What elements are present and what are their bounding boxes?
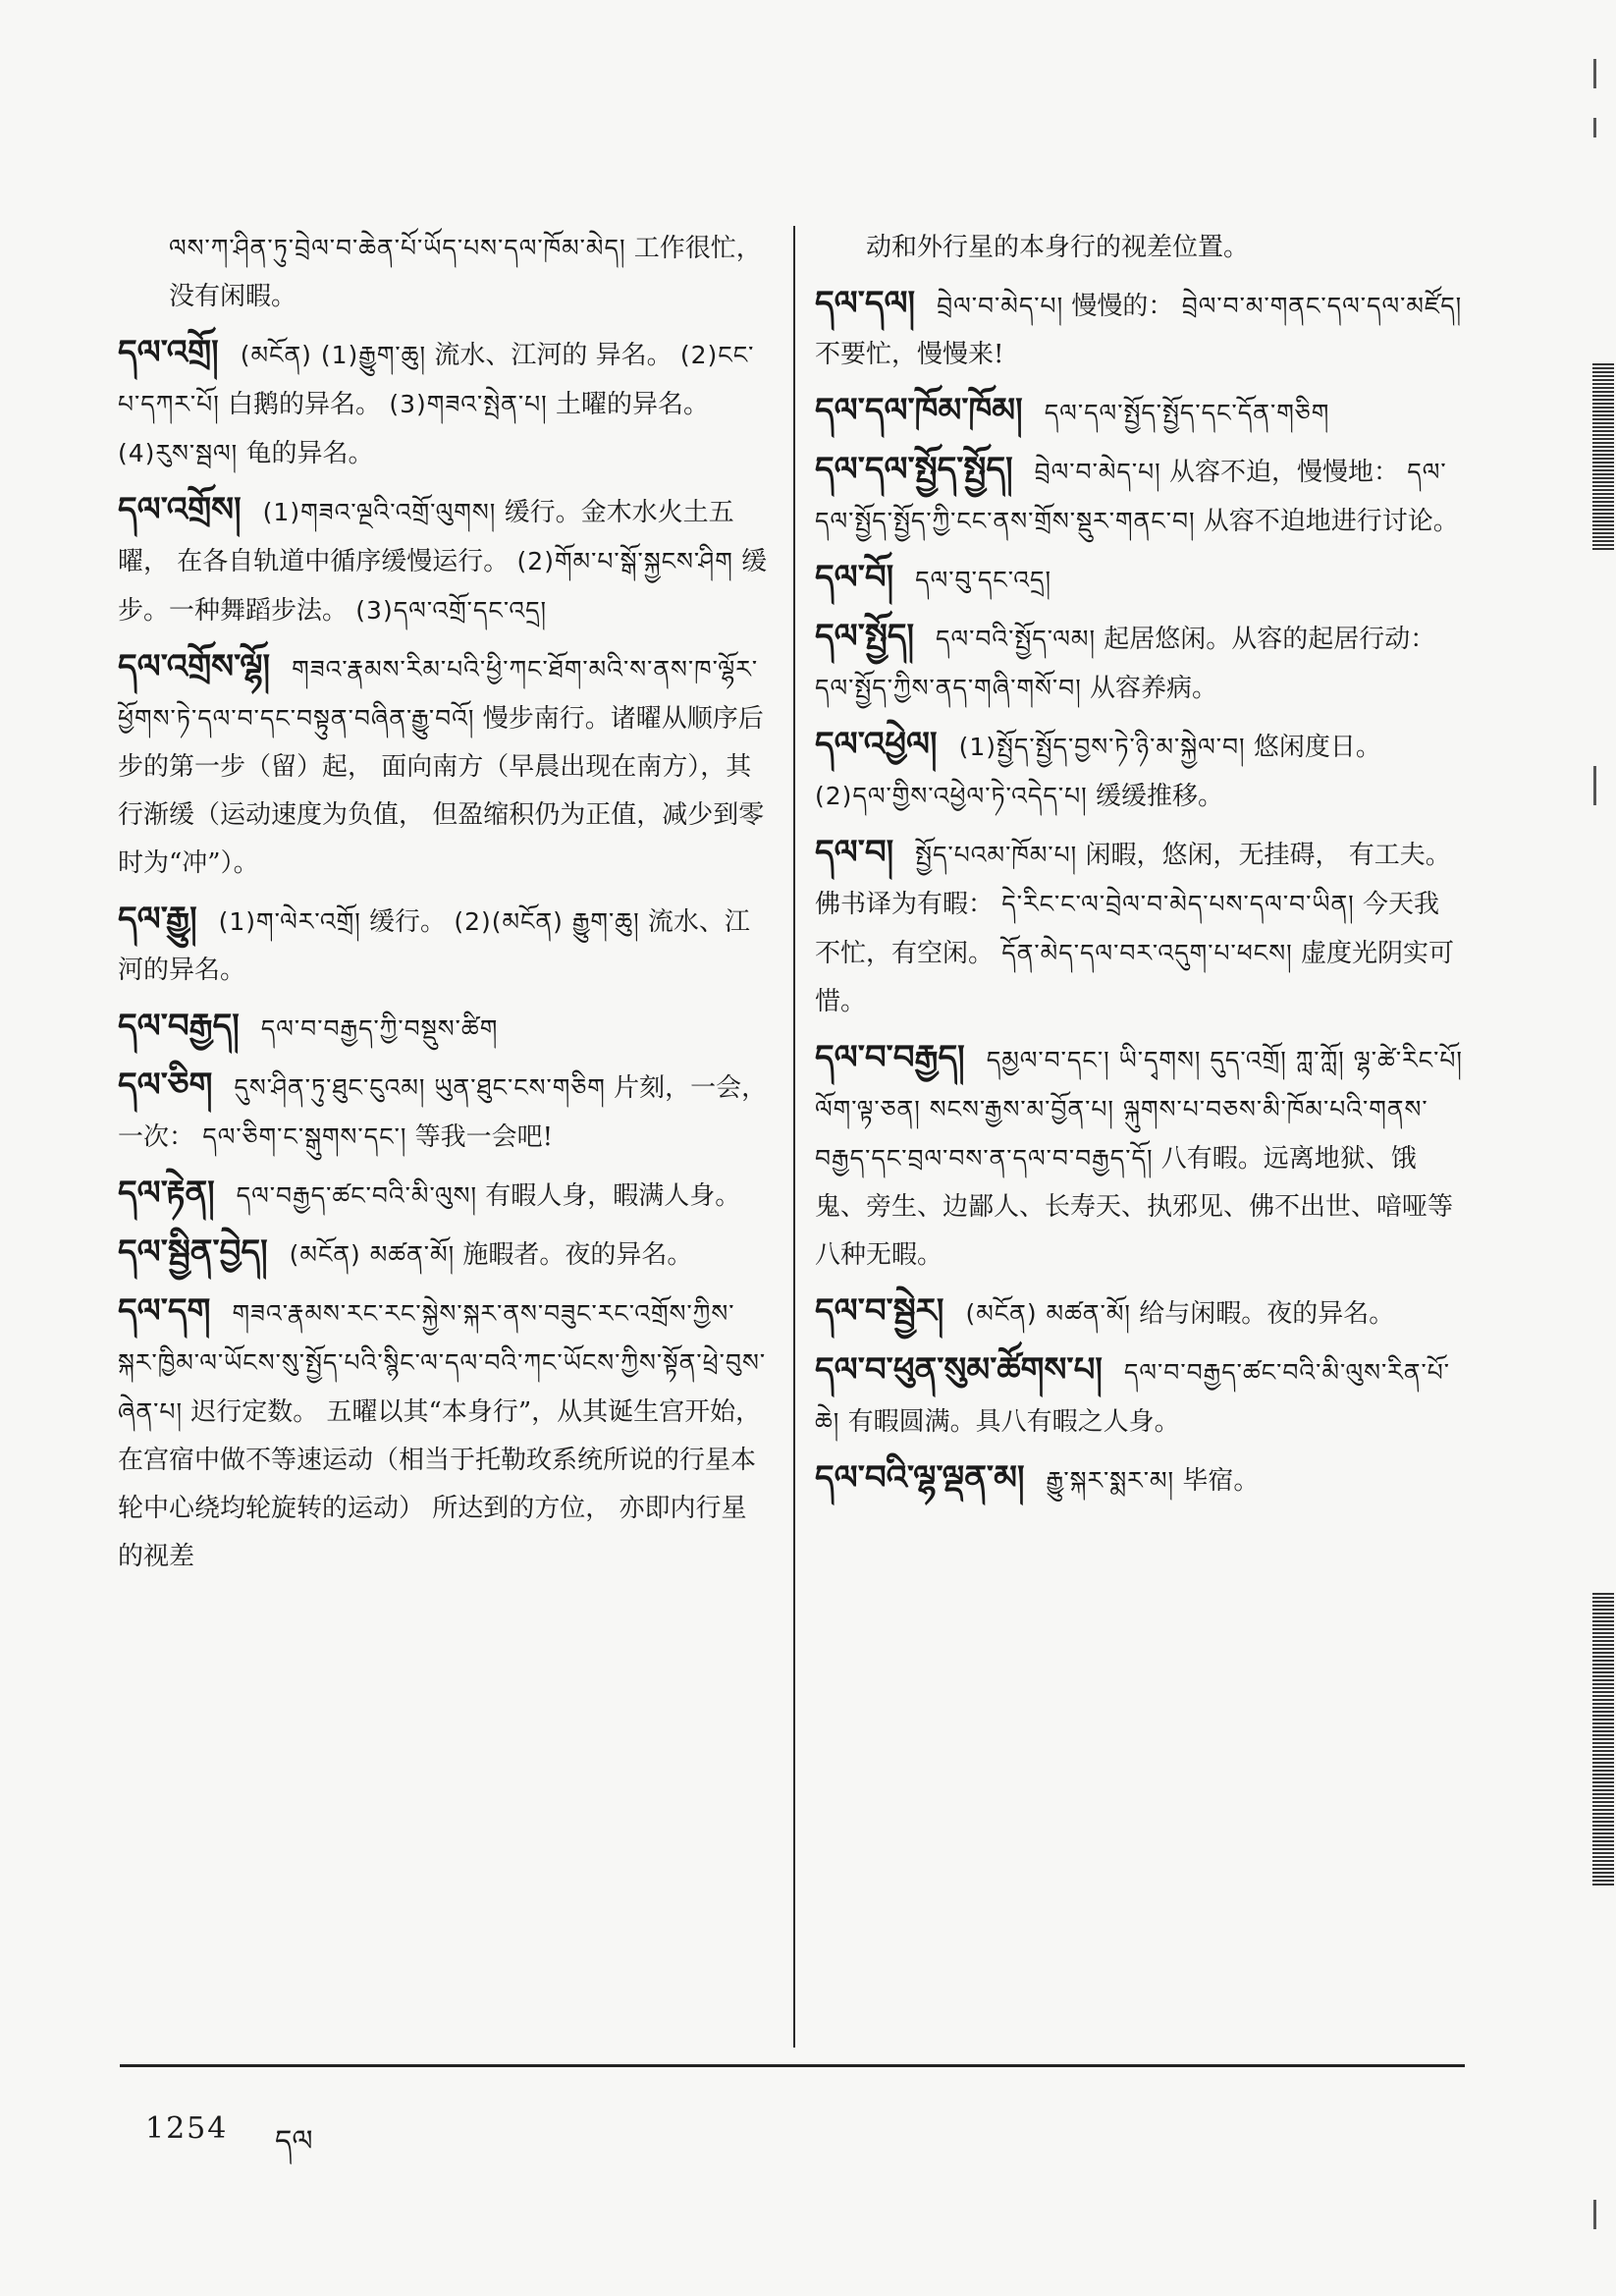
entry-chinese-definition: 龟的异名。 bbox=[245, 439, 374, 468]
dictionary-entry bbox=[815, 554, 1463, 605]
entry-tibetan-definition: (མངོན) མཚན་མོ། bbox=[289, 1240, 456, 1269]
entry-headword: དལ་འགྲོ། bbox=[118, 333, 219, 372]
dictionary-entry bbox=[815, 1346, 1463, 1447]
entry-chinese-definition: 施暇者。夜的异名。 bbox=[462, 1240, 693, 1270]
entry-tibetan-definition: དལ་བརྒྱད་ཚང་བའི་མི་ལུས། bbox=[236, 1181, 478, 1210]
entry-chinese-definition: 缓行。 bbox=[369, 907, 447, 937]
entry-headword: དལ་འཕྱེལ། bbox=[815, 725, 938, 764]
entry-chinese-definition: 悠闲度日。 bbox=[1253, 733, 1381, 762]
entry-headword: དལ་བ་སྦྱེར། bbox=[815, 1291, 944, 1331]
continuation-chinese: 动和外行星的本身行的视差位置。 bbox=[866, 233, 1250, 262]
entry-headword: དལ་རྒྱུ། bbox=[118, 900, 197, 939]
entry-chinese-definition: 流水、江河的异名。 bbox=[118, 907, 750, 985]
dictionary-entry bbox=[815, 613, 1463, 713]
dictionary-entry bbox=[118, 896, 771, 995]
entry-headword: དལ་བརྒྱད། bbox=[118, 1007, 240, 1046]
entry-chinese-definition: 等我一会吧! bbox=[414, 1122, 554, 1152]
entry-tibetan-definition: དལ་དལ་སྤྱོད་སྤྱོད་དང་དོན་གཅིག bbox=[1044, 399, 1330, 427]
entry-tibetan-definition: (1)གཟའ་ལྔའི་འགྲོ་ལུགས། bbox=[262, 498, 497, 526]
entry-chinese-definition: 毕宿。 bbox=[1182, 1466, 1260, 1496]
dictionary-entry bbox=[118, 1003, 771, 1054]
left-column bbox=[118, 224, 771, 1589]
entry-headword: དལ་བ་ཕུན་སུམ་ཚོགས་པ། bbox=[815, 1350, 1103, 1390]
entry-chinese-definition: 慢步南行。诸曜从顺序后步的第一步（留）起， 面向南方（早晨出现在南方），其行渐缓（运动速度为负值， 但盈缩积仍为正值，减少到零时为“冲”）。 bbox=[118, 704, 765, 878]
dictionary-entry bbox=[815, 829, 1463, 1026]
entry-tibetan-definition: དལ་བུ་དང་འདྲ། bbox=[915, 566, 1051, 594]
entry-headword: དལ་རྟེན། bbox=[118, 1174, 215, 1213]
entry-headword: དལ་བ་བརྒྱད། bbox=[815, 1038, 965, 1077]
entry-headword: དལ་དལ། bbox=[815, 284, 916, 323]
entry-chinese-definition: 异名。 bbox=[595, 341, 673, 370]
dictionary-entry bbox=[815, 1034, 1463, 1280]
footer-rule bbox=[120, 2064, 1465, 2067]
entry-tibetan-definition: དོན་མེད་དལ་བར་འདུག་པ་ཕངས། bbox=[1001, 939, 1293, 967]
dictionary-entry bbox=[815, 1454, 1463, 1505]
continuation-tibetan: ལས་ཀ་ཤིན་ཏུ་བྲེལ་བ་ཆེན་པོ་ཡོད་པས་དལ་ཁོམ་མེད། bbox=[169, 234, 626, 262]
entry-headword: དལ་དལ་སྤྱོད་སྤྱོད། bbox=[815, 450, 1013, 489]
entry-tibetan-definition: (1)སྤྱོད་སྤྱོད་བྱས་ཏེ་ཉི་མ་སྐྱེལ་བ། bbox=[958, 733, 1246, 761]
entry-tibetan-definition: དལ་དལ་སྤྱོད་སྤྱོད་ཀྱི་ངང་ནས་གྲོས་སྡུར་གནང་བ། bbox=[815, 458, 1447, 535]
entry-chinese-definition: 起居悠闲。从容的起居行动： bbox=[1104, 625, 1436, 654]
entry-chinese-definition: 今天我不忙，有空闲。 bbox=[815, 890, 1439, 968]
entry-tibetan-definition: (2)(མངོན) རྒྱུག་ཆུ། bbox=[454, 907, 640, 936]
column-divider bbox=[793, 226, 795, 2048]
dictionary-entry bbox=[118, 1062, 771, 1162]
entry-tibetan-definition: དེ་རིང་ང་ལ་བྲེལ་བ་མེད་པས་དལ་བ་ཡིན། bbox=[1001, 890, 1355, 918]
entry-tibetan-definition: (2)ངང་པ་དཀར་པོ། bbox=[118, 341, 755, 418]
entry-tibetan-definition: དལ་བ་བརྒྱད་ཚང་བའི་མི་ལུས་རིན་པོ་ཆེ། bbox=[815, 1358, 1451, 1436]
entry-headword: དལ་དག bbox=[118, 1291, 211, 1331]
dictionary-entry bbox=[815, 387, 1463, 438]
continuation-text bbox=[118, 224, 771, 321]
entry-tibetan-definition: བྲེལ་བ་མེད་པ། bbox=[1034, 458, 1161, 486]
entry-tibetan-definition: དལ་བའི་སྤྱོད་ལམ། bbox=[936, 625, 1097, 653]
dictionary-entry bbox=[118, 1170, 771, 1221]
entry-chinese-definition: 白鹅的异名。 bbox=[228, 390, 382, 419]
entry-tibetan-definition: བྲེལ་བ་མ་གནང་དལ་དལ་མཛོད། bbox=[1181, 292, 1463, 320]
dictionary-entry bbox=[118, 1287, 771, 1581]
entry-chinese-definition: 从容养病。 bbox=[1090, 674, 1218, 703]
entry-chinese-definition: 八有暇。远离地狱、饿鬼、旁生、边鄙人、长寿天、执邪见、佛不出世、喑哑等八种无暇。 bbox=[815, 1144, 1454, 1270]
right-column bbox=[815, 224, 1463, 1513]
entry-headword: དལ་སྤྱོད། bbox=[815, 617, 915, 656]
entry-tibetan-definition: སྤྱོད་པའམ་ཁོམ་པ། bbox=[915, 841, 1078, 869]
continuation-chinese: 工作很忙，没有闲暇。 bbox=[169, 234, 762, 311]
dictionary-entry bbox=[815, 721, 1463, 821]
entry-chinese-definition: 缓行。金木水火土五曜， 在各自轨道中循序缓慢运行。 bbox=[118, 498, 734, 576]
running-head: དལ bbox=[275, 2124, 313, 2159]
scan-edge-band-top bbox=[1592, 363, 1614, 550]
entry-chinese-definition: 闲暇，悠闲，无挂碍， 有工夫。 佛书译为有暇： bbox=[815, 841, 1451, 919]
entry-headword: དལ་སྦྱིན་བྱེད། bbox=[118, 1232, 268, 1272]
entry-headword: དལ་འགྲོས་ལྷོ། bbox=[118, 647, 271, 686]
entry-tibetan-definition: དུས་ཤིན་ཏུ་ཐུང་ངུའམ། ཡུན་ཐུང་ངས་གཅིག bbox=[234, 1073, 606, 1102]
entry-tibetan-definition: (མངོན) མཚན་མོ། bbox=[965, 1299, 1131, 1328]
entry-chinese-definition: 迟行定数。 五曜以其“本身行”，从其诞生宫开始， 在宫宿中做不等速运动（相当于托勒玫系统所说的行星本轮中心绕均轮旋转的运动） 所达到的方位， 亦即内行星的视差 bbox=[118, 1397, 762, 1571]
entry-tibetan-definition: (2)དལ་གྱིས་འཕྱེལ་ཏེ་འདེད་པ། bbox=[815, 782, 1088, 810]
entry-chinese-definition: 缓缓推移。 bbox=[1095, 782, 1223, 811]
entry-tibetan-definition: (3)དལ་འགྲོ་དང་འདྲ། bbox=[355, 596, 548, 625]
page-number: 1254 bbox=[145, 2111, 229, 2146]
entry-headword: དལ་བ། bbox=[815, 833, 894, 872]
entry-chinese-definition: 从容不迫地进行讨论。 bbox=[1203, 507, 1459, 536]
entry-tibetan-definition: གཟའ་རྣམས་རིམ་པའི་ཕྱི་ཀང་ཐོག་མའི་ས་ནས་ཁ་ལྷོར་ཕྱོགས་ཏེ་དལ་བ་དང་བསྟུན་བཞིན་རྒྱུ་བའོ། bbox=[118, 655, 759, 733]
entry-tibetan-definition: (4)རུས་སྦལ། bbox=[118, 439, 239, 467]
dictionary-entry bbox=[118, 486, 771, 635]
scan-edge-band-bottom bbox=[1592, 1591, 1614, 1886]
entry-headword: དལ་བའི་ལྷ་ལྡན་མ། bbox=[815, 1458, 1025, 1498]
entry-chinese-definition: 缓步。一种舞蹈步法。 bbox=[118, 547, 768, 626]
dictionary-entry bbox=[118, 1229, 771, 1280]
entry-tibetan-definition: དལ་ཅིག་ང་སྒུགས་དང་། bbox=[202, 1122, 407, 1151]
entry-chinese-definition: 从容不迫，慢慢地： bbox=[1168, 458, 1399, 487]
entry-chinese-definition: 有暇人身，暇满人身。 bbox=[485, 1181, 741, 1211]
entry-tibetan-definition: རྒྱུ་སྐར་སྨར་མ། bbox=[1046, 1466, 1175, 1495]
entry-chinese-definition: 慢慢的： bbox=[1071, 292, 1174, 321]
entry-tibetan-definition: དམྱལ་བ་དང་། ཡི་དྭགས། དུད་འགྲོ། ཀླ་ཀློ། ལྷ་ཚེ་རིང་པོ། ལོག་ལྟ་ཅན། སངས་རྒྱས་མ་བྱོན་པ། ལྐུགས་པ་བཅས་མི་ཁོམ་པའི་གནས་བརྒྱད་དང་བྲལ་བས་ན་དལ་བ་བརྒྱད་དོ། bbox=[815, 1046, 1463, 1173]
entry-headword: དལ་ཅིག bbox=[118, 1066, 213, 1105]
entry-tibetan-definition: (2)གོམ་པ་སྒོ་སྐྱངས་ཤིག bbox=[516, 547, 733, 575]
dictionary-entry bbox=[118, 329, 771, 478]
dictionary-entry bbox=[118, 643, 771, 888]
entry-headword: དལ་དལ་ཁོམ་ཁོམ། bbox=[815, 391, 1023, 430]
entry-tibetan-definition: (མངོན) (1)རྒྱུག་ཆུ། bbox=[240, 341, 427, 369]
entry-headword: དལ་འགྲོས། bbox=[118, 490, 242, 529]
entry-chinese-definition: 片刻，一会，一次： bbox=[118, 1073, 768, 1152]
entry-chinese-definition: 有暇圆满。具八有暇之人身。 bbox=[847, 1407, 1180, 1437]
entry-tibetan-definition: (1)ག་ལེར་འགྲོ། bbox=[218, 907, 361, 936]
entry-chinese-definition: 土曜的异名。 bbox=[555, 390, 709, 419]
continuation-text bbox=[815, 224, 1463, 272]
entry-chinese-definition: 虚度光阴实可惜。 bbox=[815, 939, 1454, 1016]
entry-tibetan-definition: (3)གཟའ་སྤེན་པ། bbox=[389, 390, 548, 418]
entry-headword: དལ་བོ། bbox=[815, 558, 894, 597]
entry-chinese-definition: 不要忙，慢慢来! bbox=[815, 340, 1004, 369]
entry-tibetan-definition: གཟའ་རྣམས་རང་རང་སྐྱེས་སྐར་ནས་བཟུང་རང་འགྲོས་ཀྱིས་སྐར་ཁྱིམ་ལ་ཡོངས་སུ་སྤྱོད་པའི་སྙིང་ལ་དལ་བའི་ཀང་ཡོངས་ཀྱིས་སྟོན་ཕྲེ་བུས་ཞེན་པ། bbox=[118, 1299, 767, 1426]
dictionary-entry bbox=[815, 280, 1463, 379]
entry-tibetan-definition: བྲེལ་བ་མེད་པ། bbox=[937, 292, 1064, 320]
entry-chinese-definition: 给与闲暇。夜的异名。 bbox=[1139, 1299, 1395, 1329]
entry-tibetan-definition: དལ་བ་བརྒྱད་ཀྱི་བསྡུས་ཚིག bbox=[260, 1014, 499, 1043]
dictionary-entry bbox=[815, 1287, 1463, 1339]
entry-chinese-definition: 流水、江河的 bbox=[434, 341, 588, 370]
entry-tibetan-definition: དལ་སྤྱོད་ཀྱིས་ནད་གཞི་གསོ་བ། bbox=[815, 674, 1082, 702]
dictionary-entry bbox=[815, 446, 1463, 546]
